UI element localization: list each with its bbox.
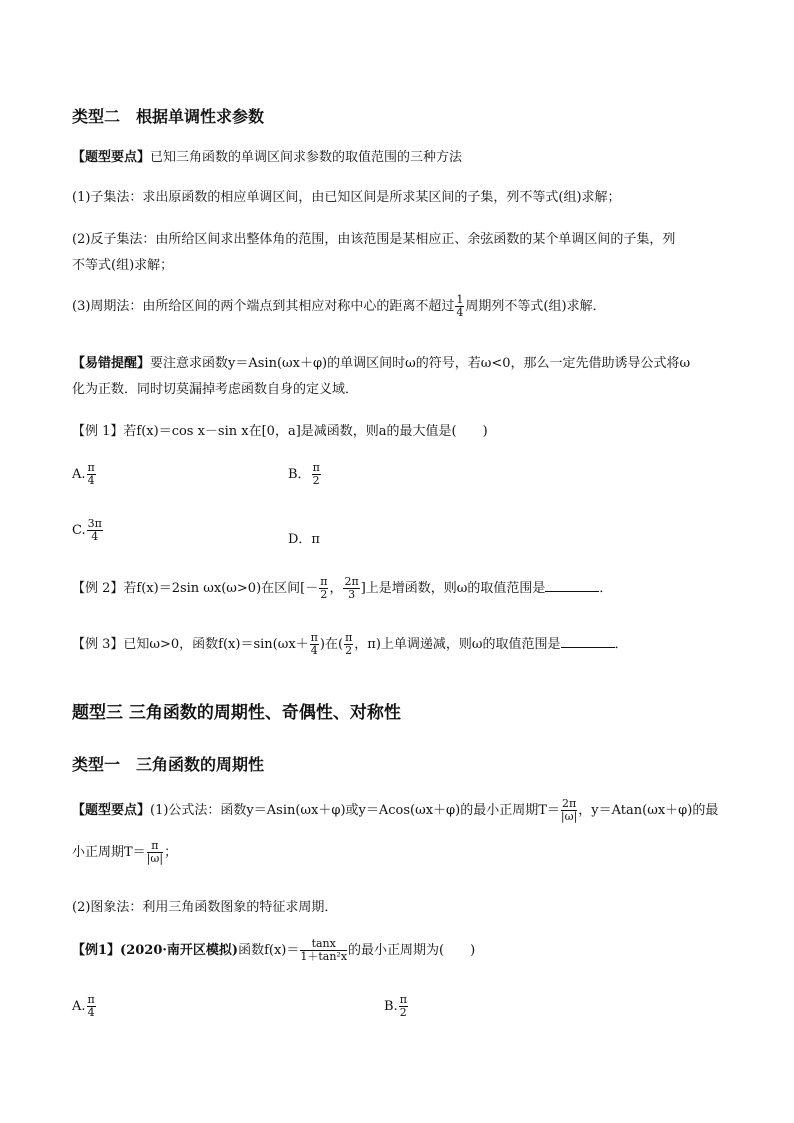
example1-option-a: A. $\frac{\pi}{4}$ bbox=[72, 461, 95, 488]
method-anti-subset-line1: (2)反子集法：由所给区间求出整体角的范围，由该范围是某相应正、余弦函数的某个单调区间的子集，列 bbox=[72, 232, 676, 247]
key-points-intro bbox=[72, 146, 462, 165]
key-points-label: 【题型要点】 bbox=[72, 150, 151, 165]
example-last-stem: 【例1】(2020·南开区模拟)函数f(x)＝ $\frac{\tan x}{\text{1＋tan²x}}$ 的最小正周期为( ) bbox=[72, 937, 476, 964]
section-heading-big3: 题型三 三角函数的周期性、奇偶性、对称性 bbox=[72, 703, 401, 723]
example1-option-b: B． $\frac{\pi}{2}$ bbox=[288, 461, 320, 488]
method-anti-subset-line2: 不等式(组)求解； bbox=[72, 258, 174, 273]
example2-stem: 【例 2】若f(x)＝2sin ωx(ω>0)在区间[－ $\frac{\pi}{2}$ ， $\frac{2\pi}{3}$ ]上是增函数，则ω的取值范围是 ． bbox=[72, 575, 613, 602]
key-points3-line1: 【题型要点】(1)公式法：函数y＝Asin(ωx＋φ)或y＝Acos(ωx＋φ)的最小正周期T＝ $\frac{2\pi}{|\omega|}$ ，y＝Atan(ωx＋φ)的最 bbox=[72, 797, 719, 824]
warning-line2: 化为正数．同时切莫漏掉考虑函数自身的定义域． bbox=[72, 382, 359, 397]
warning-line1 bbox=[72, 352, 690, 371]
example3-stem: 【例 3】已知ω>0，函数f(x)＝sin(ωx＋ $\frac{\pi}{4}$ )在( $\frac{\pi}{2}$ ，π)上单调递减，则ω的取值范围是 ． bbox=[72, 631, 628, 658]
example-last-option-a: A. $\frac{\pi}{4}$ bbox=[72, 993, 95, 1020]
example3-answer-blank bbox=[561, 635, 615, 648]
method-period bbox=[72, 294, 606, 319]
warning-text: 要注意求函数y＝Asin(ωx＋φ)的单调区间时ω的符号，若ω<0，那么一定先借助诱导公式将ω bbox=[150, 356, 691, 371]
method-subset: (1)子集法：求出原函数的相应单调区间，由已知区间是所求某区间的子集，列不等式(组)求解； bbox=[72, 190, 621, 205]
example-last-label: 【例1】 bbox=[72, 943, 121, 959]
example1-option-c: C. $\frac{3\pi}{4}$ bbox=[72, 517, 102, 544]
example1-label: 【例 1】 bbox=[72, 424, 124, 439]
warning-label: 【易错提醒】 bbox=[72, 356, 151, 371]
fraction-one-quarter: $\frac{1}{4}$ bbox=[456, 293, 464, 320]
example-last-option-b: B. $\frac{\pi}{2}$ bbox=[384, 993, 407, 1020]
key-points3-line2: 小正周期T＝ $\frac{\pi}{|\omega|}$ ； bbox=[72, 839, 178, 866]
example1-stem bbox=[72, 420, 488, 439]
key-points-text: 已知三角函数的单调区间求参数的取值范围的三种方法 bbox=[150, 150, 463, 165]
example-last-source: (2020·南开区模拟) bbox=[120, 943, 239, 959]
example1-option-d: D．π bbox=[288, 532, 320, 547]
method-period-pre: (3)周期法：由所给区间的两个端点到其相应对称中心的距离不超过 bbox=[72, 299, 455, 315]
example1-text: 若f(x)＝cos x－sin x在[0，a]是减函数，则a的最大值是( ) bbox=[123, 424, 488, 439]
key-points3-label: 【题型要点】 bbox=[72, 803, 151, 819]
section-heading-type1: 类型一 三角函数的周期性 bbox=[72, 755, 265, 774]
method-period-post: 周期列不等式(组)求解． bbox=[465, 299, 606, 315]
example3-label: 【例 3】 bbox=[72, 637, 124, 653]
example2-label: 【例 2】 bbox=[72, 581, 124, 597]
example2-answer-blank bbox=[545, 579, 599, 592]
section-heading-type2: 类型二 根据单调性求参数 bbox=[72, 107, 265, 126]
key-points3-line3: (2)图象法：利用三角函数图象的特征求周期． bbox=[72, 900, 338, 915]
